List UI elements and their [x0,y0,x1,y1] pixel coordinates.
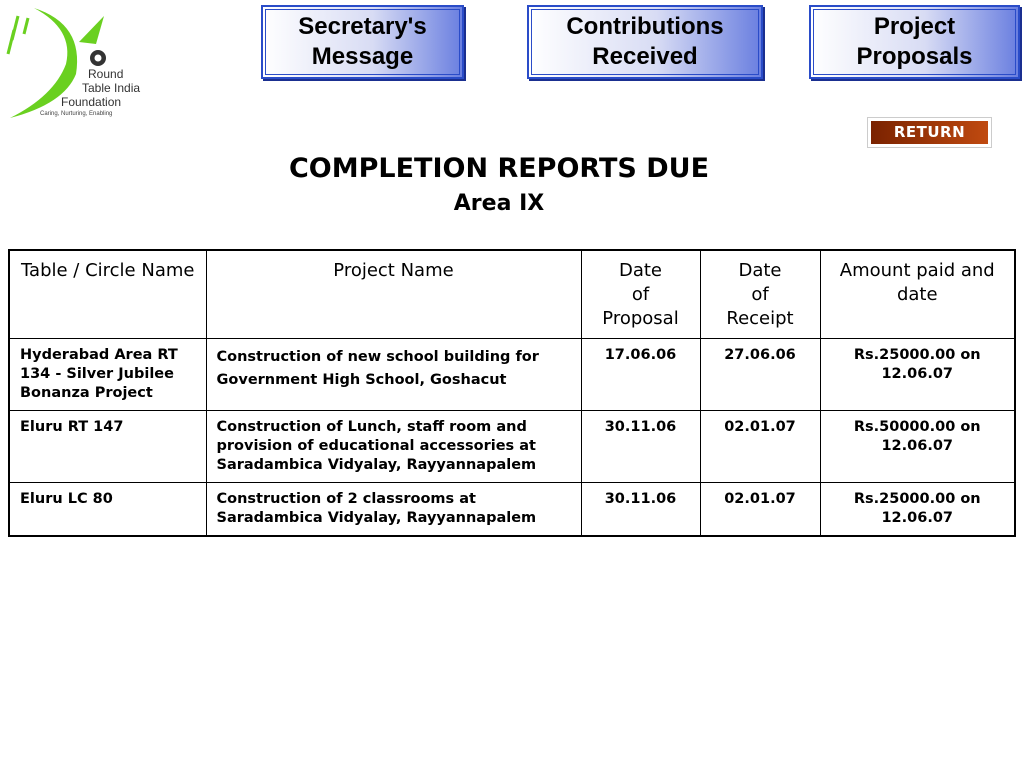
cell-receipt-date: 02.01.07 [700,411,820,483]
logo-tagline: Caring, Nurturing, Enabling [40,111,113,117]
return-label: RETURN [871,121,988,144]
header-date-of-proposal: Date of Proposal [581,250,700,339]
cell-project: Construction of 2 classrooms at Saradambica Vidyalay, Rayyannapalem [206,483,581,537]
logo-line2: Table India [82,81,141,95]
cell-project: Construction of Lunch, staff room and provision of educational accessories at Saradambica Vidyalay, Rayyannapalem [206,411,581,483]
cell-project: Construction of new school building for Government High School, Goshacut [206,339,581,411]
round-table-india-foundation-logo [4,4,144,122]
contributions-received-button[interactable] [527,5,763,79]
table-row [9,339,1015,411]
header-amount-paid: Amount paid and date [820,250,1015,339]
cell-proposal-date: 17.06.06 [581,339,700,411]
cell-proposal-date: 30.11.06 [581,483,700,537]
header-date-of-receipt: Date of Receipt [700,250,820,339]
button-label: Contributions Received [531,9,759,75]
button-label: Project Proposals [813,9,1016,75]
header-project-name: Project Name [206,250,581,339]
table-header-row [9,250,1015,339]
table-row [9,411,1015,483]
cell-name: Eluru LC 80 [9,483,206,537]
page-subtitle: Area IX [453,191,545,216]
secretarys-message-button[interactable] [261,5,464,79]
cell-amount: Rs.25000.00 on 12.06.07 [820,483,1015,537]
cell-proposal-date: 30.11.06 [581,411,700,483]
cell-amount: Rs.25000.00 on 12.06.07 [820,339,1015,411]
header-table-circle-name: Table / Circle Name [9,250,206,339]
completion-reports-table [8,249,1016,537]
table-row [9,483,1015,537]
cell-receipt-date: 27.06.06 [700,339,820,411]
page-title: COMPLETION REPORTS DUE [288,153,710,184]
logo-line1: Round [88,67,124,81]
cell-receipt-date: 02.01.07 [700,483,820,537]
button-label: Secretary's Message [265,9,460,75]
cell-name: Hyderabad Area RT 134 - Silver Jubilee Bonanza Project [9,339,206,411]
cell-amount: Rs.50000.00 on 12.06.07 [820,411,1015,483]
logo-line3: Foundation [61,95,122,109]
project-proposals-button[interactable] [809,5,1020,79]
cell-name: Eluru RT 147 [9,411,206,483]
return-button[interactable] [867,117,992,148]
